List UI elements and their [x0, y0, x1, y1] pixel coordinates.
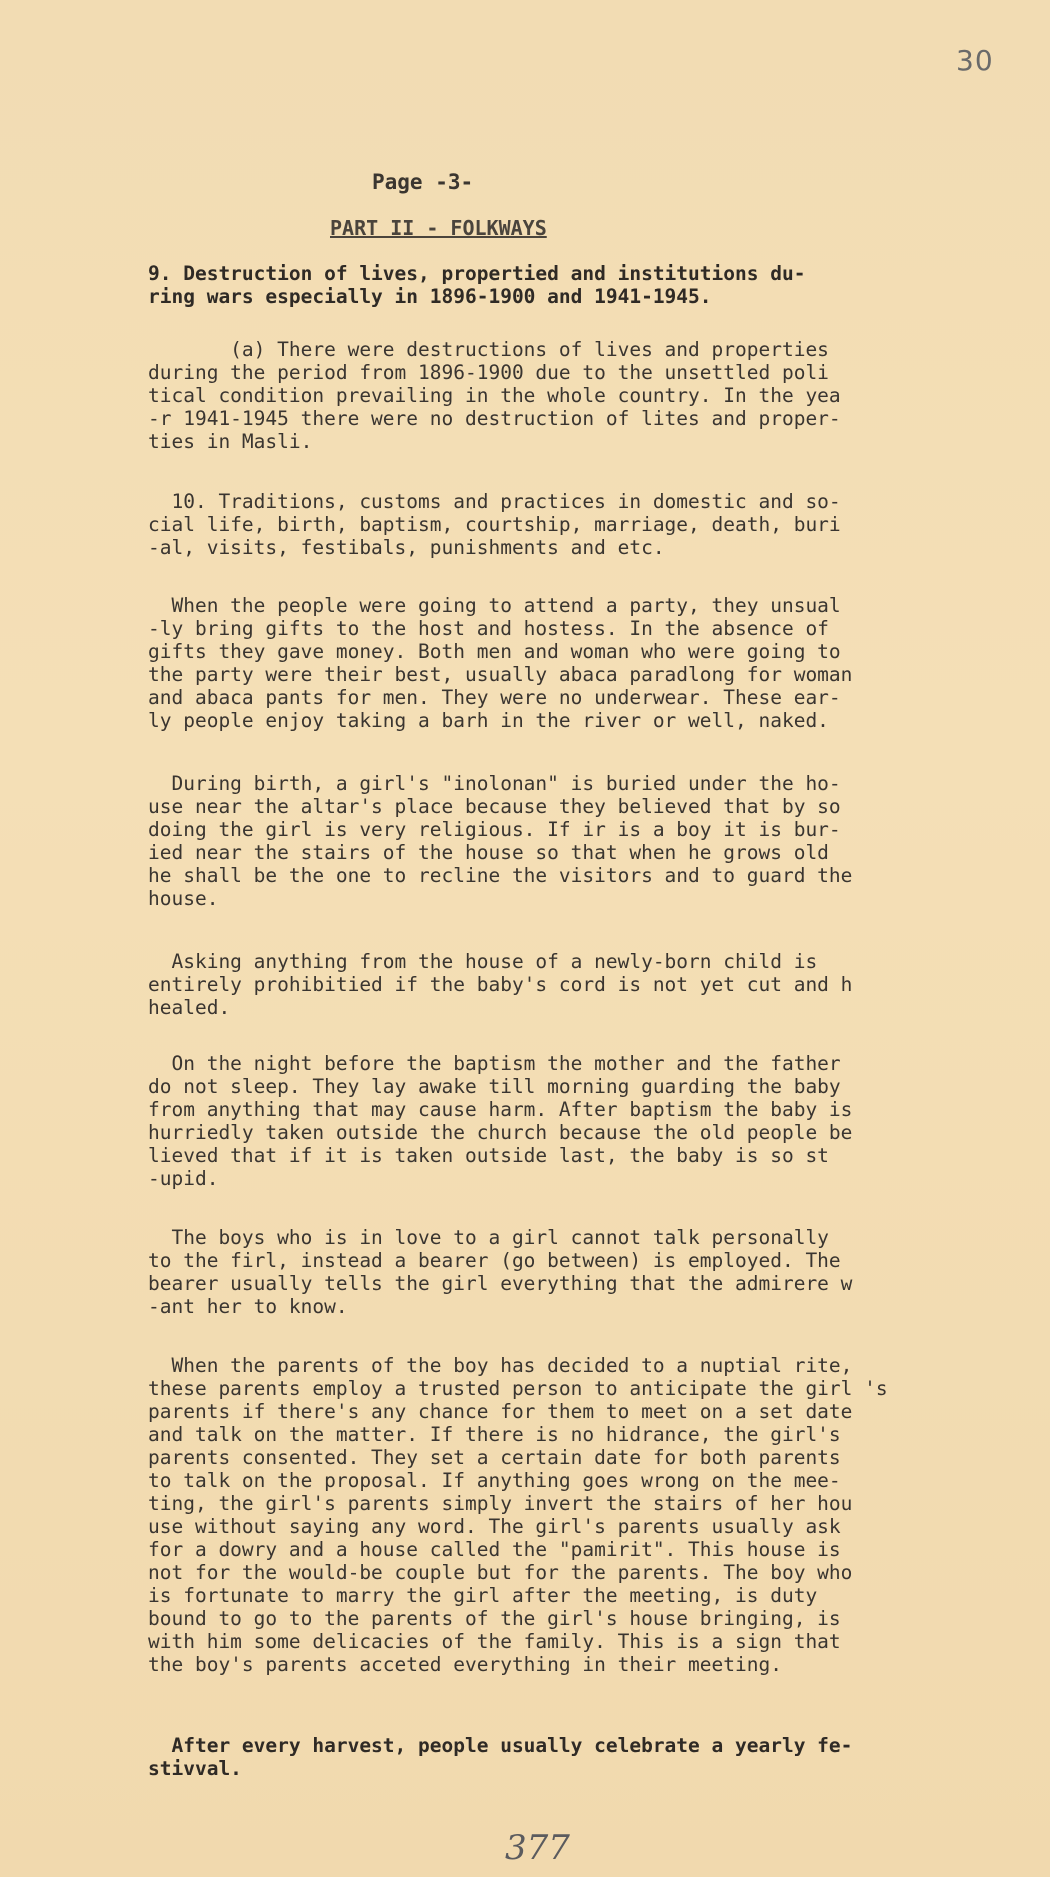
paragraph-courtship: The boys who is in love to a girl cannot talk personally to the firl, instead a bearer (go between) is employed. The bearer usually tells the girl everything that the admirere w -ant her to know. [148, 1226, 853, 1318]
paragraph-birth: During birth, a girl's "inolonan" is buried under the ho- use near the altar's place because they believed that by so doing the girl is very religious. If ir is a boy it is bur- ied near the stairs of the house so that when he grows old he shall be the one to recline the visitors and to guard the house. [148, 772, 853, 910]
paragraph-party-gifts: When the people were going to attend a party, they unsual -ly bring gifts to the host and hostess. In the absence of gifts they gave money. Both men and woman who were going to the party were their best, usually abaca paradlong for woman and abaca pants for men. They were no underwear. These ear- ly people enjoy taking a barh in the river or well, naked. [148, 594, 853, 732]
page-heading: Page -3- [372, 170, 474, 194]
paragraph-marriage: When the parents of the boy has decided to a nuptial rite, these parents employ a trusted person to anticipate the girl 's parents if there's any chance for them to meet on a set date and talk on the matter. If there is no hidrance, the girl's parents consented. They set a certain date for both parents to talk on the proposal. If anything goes wrong on the mee- ting, the girl's parents simply invert the stairs of her hou use without saying any word. The girl's parents usually ask for a dowry and a house called the "pamirit". This house is not for the would-be couple but for the parents. The boy who is fortunate to marry the girl after the meeting, is duty bound to go to the parents of the girl's house bringing, is with him some delicacies of the family. This is a sign that the boy's parents acceted everything in their meeting. [148, 1354, 888, 1676]
paragraph-item-10: 10. Traditions, customs and practices in domestic and so- cial life, birth, baptism, courtship, marriage, death, buri -al, visits, festibals, punishments and etc. [148, 490, 841, 559]
paragraph-newborn: Asking anything from the house of a newly-born child is entirely prohibitied if the baby's cord is not yet cut and h healed. [148, 950, 853, 1019]
paragraph-harvest: After every harvest, people usually celebrate a yearly fe- stivval. [148, 1734, 853, 1780]
paragraph-item-9: 9. Destruction of lives, propertied and institutions du- ring wars especially in 1896-1900 and 1941-1945. [148, 262, 806, 308]
paragraph-item-9a: (a) There were destructions of lives and properties during the period from 1896-1900 due to the unsettled poli tical condition prevailing in the whole country. In the yea -r 1941-1945 there were no destruction of lites and proper- ties in Masli. [148, 338, 841, 453]
paragraph-baptism: On the night before the baptism the mother and the father do not sleep. They lay awake till morning guarding the baby from anything that may cause harm. After baptism the baby is hurriedly taken outside the church because the old people be lieved that if it is taken outside last, the baby is so st -upid. [148, 1052, 853, 1190]
section-title: PART II - FOLKWAYS [330, 216, 547, 240]
handwritten-folio-number: 377 [505, 1828, 570, 1868]
page-number-stamp: 30 [956, 44, 994, 77]
